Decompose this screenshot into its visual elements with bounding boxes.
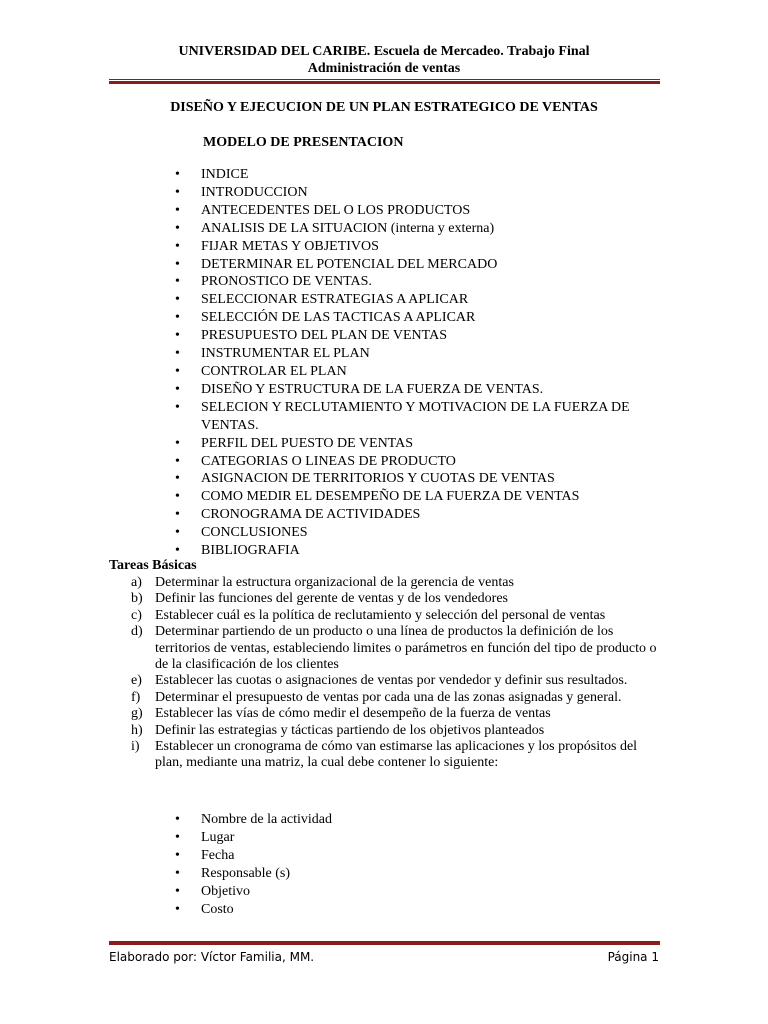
outline-item-text: SELECCIÓN DE LAS TACTICAS A APLICAR: [201, 310, 476, 326]
outline-item: [175, 345, 661, 363]
schedule-field-item-text: Responsable (s): [201, 865, 291, 881]
outline-item: [175, 273, 661, 291]
outline-item: [175, 542, 661, 560]
bullet-icon: •: [175, 220, 180, 236]
task-text: Establecer un cronograma de cómo van estimarse las aplicaciones y los propósitos del plan, mediante una matriz, la cual debe contener lo siguiente:: [155, 739, 638, 771]
outline-item: [175, 488, 661, 506]
outline-item-text: SELECCIONAR ESTRATEGIAS A APLICAR: [201, 292, 469, 308]
task-marker: i): [131, 739, 140, 755]
outline-item: [175, 506, 661, 524]
document-title: DISEÑO Y EJECUCION DE UN PLAN ESTRATEGICO DE VENTAS: [170, 100, 598, 115]
bullet-icon: •: [175, 310, 180, 326]
footer-author: Elaborado por: Víctor Familia, MM.: [109, 950, 315, 964]
bullet-icon: •: [175, 202, 180, 218]
schedule-field-item-text: Fecha: [201, 847, 235, 863]
outline-item-text: ASIGNACION DE TERRITORIOS Y CUOTAS DE VENTAS: [201, 471, 555, 487]
bullet-icon: •: [175, 812, 180, 827]
document-subtitle: MODELO DE PRESENTACION: [203, 135, 404, 150]
outline-item-text: INTRODUCCION: [201, 184, 308, 200]
bullet-icon: •: [175, 184, 180, 200]
task-text: Definir las funciones del gerente de ventas y de los vendedores: [155, 591, 508, 607]
schedule-field-item: [175, 865, 332, 883]
bullet-icon: •: [175, 847, 180, 863]
outline-item: [175, 470, 661, 488]
outline-item-text: DISEÑO Y ESTRUCTURA DE LA FUERZA DE VENTAS.: [201, 381, 544, 397]
footer-page-number: Página 1: [607, 950, 659, 964]
bullet-icon: •: [175, 292, 180, 308]
outline-item-text: INSTRUMENTAR EL PLAN: [201, 346, 370, 362]
bullet-icon: •: [175, 435, 180, 451]
task-item: [131, 575, 665, 591]
outline-item-text: COMO MEDIR EL DESEMPEÑO DE LA FUERZA DE VENTAS: [201, 489, 580, 505]
outline-item-text: CRONOGRAMA DE ACTIVIDADES: [201, 507, 421, 523]
outline-item: [175, 524, 661, 542]
schedule-field-item: [175, 847, 332, 865]
bullet-icon: •: [175, 489, 180, 505]
footer-rule: [109, 940, 660, 945]
task-marker: f): [131, 689, 141, 705]
outline-item: [175, 381, 661, 399]
task-text: Establecer las vías de cómo medir el desempeño de la fuerza de ventas: [155, 706, 551, 722]
task-item: [131, 723, 665, 739]
bullet-icon: •: [175, 363, 180, 379]
task-text: Determinar la estructura organizacional de la gerencia de ventas: [155, 575, 514, 590]
task-marker: a): [131, 575, 142, 590]
bullet-icon: •: [175, 525, 180, 541]
outline-item: [175, 309, 661, 327]
schedule-field-item-text: Costo: [201, 901, 234, 917]
bullet-icon: •: [175, 901, 180, 917]
outline-item: [175, 327, 661, 345]
task-text: Definir las estrategias y tácticas partiendo de los objetivos planteados: [155, 722, 545, 738]
outline-item: [175, 202, 661, 220]
bullet-icon: •: [175, 381, 180, 397]
schedule-field-item-text: Objetivo: [201, 883, 250, 899]
task-marker: c): [131, 607, 142, 623]
task-marker: d): [131, 624, 143, 640]
outline-item-text: CATEGORIAS O LINEAS DE PRODUCTO: [201, 453, 456, 469]
outline-item-text: CONTROLAR EL PLAN: [201, 363, 347, 379]
task-marker: h): [131, 722, 143, 738]
outline-item-text: ANTECEDENTES DEL O LOS PRODUCTOS: [201, 202, 471, 218]
schedule-field-item: [175, 883, 332, 901]
page-header: [0, 43, 768, 77]
outline-item-text: FIJAR METAS Y OBJETIVOS: [201, 238, 379, 254]
basic-tasks-list: [131, 575, 665, 772]
bullet-icon: •: [175, 883, 180, 899]
task-item: [131, 591, 665, 607]
tasks-heading: Tareas Básicas: [109, 558, 197, 573]
outline-item-text: PRONOSTICO DE VENTAS.: [201, 274, 372, 290]
outline-item: [175, 238, 661, 256]
schedule-field-item: [175, 829, 332, 847]
outline-item-text: SELECION Y RECLUTAMIENTO Y MOTIVACION DE LA FUERZA DE VENTAS.: [201, 399, 630, 433]
bullet-icon: •: [175, 238, 180, 254]
bullet-icon: •: [175, 543, 180, 559]
schedule-field-item-text: Lugar: [201, 829, 235, 845]
outline-item-text: BIBLIOGRAFIA: [201, 543, 300, 559]
task-text: Establecer cuál es la política de reclutamiento y selección del personal de ventas: [155, 607, 606, 623]
outline-item: [175, 363, 661, 381]
outline-item: [175, 435, 661, 453]
outline-item-text: PRESUPUESTO DEL PLAN DE VENTAS: [201, 328, 447, 344]
presentation-outline-list: [175, 166, 661, 560]
task-text: Determinar partiendo de un producto o una línea de productos la definición de los territorios de ventas, estableciendo limites o parámetros en función del tipo de producto o de la clasificación de los clientes: [155, 624, 657, 673]
outline-item-text: INDICE: [201, 167, 249, 182]
bullet-icon: •: [175, 865, 180, 881]
outline-item: [175, 220, 661, 238]
task-marker: b): [131, 591, 143, 607]
bullet-icon: •: [175, 829, 180, 845]
task-item: [131, 624, 665, 673]
header-rule: [109, 79, 660, 84]
task-item: [131, 673, 665, 689]
bullet-icon: •: [175, 399, 180, 415]
outline-item: [175, 166, 661, 184]
bullet-icon: •: [175, 328, 180, 344]
outline-item-text: ANALISIS DE LA SITUACION (interna y externa): [201, 220, 495, 236]
outline-item: [175, 256, 661, 274]
task-item: [131, 706, 665, 722]
schedule-fields-list: [175, 811, 332, 918]
task-item: [131, 690, 665, 706]
task-marker: e): [131, 673, 142, 689]
outline-item-text: DETERMINAR EL POTENCIAL DEL MERCADO: [201, 256, 498, 272]
bullet-icon: •: [175, 471, 180, 487]
bullet-icon: •: [175, 453, 180, 469]
outline-item-text: PERFIL DEL PUESTO DE VENTAS: [201, 435, 414, 451]
header-line-1: UNIVERSIDAD DEL CARIBE. Escuela de Mercadeo. Trabajo Final: [178, 44, 590, 59]
schedule-field-item: [175, 901, 332, 919]
task-item: [131, 739, 665, 772]
outline-item: [175, 453, 661, 471]
task-text: Determinar el presupuesto de ventas por cada una de las zonas asignadas y general.: [155, 689, 622, 705]
bullet-icon: •: [175, 256, 180, 272]
bullet-icon: •: [175, 346, 180, 362]
outline-item: [175, 291, 661, 309]
outline-item-text: CONCLUSIONES: [201, 525, 308, 541]
task-marker: g): [131, 706, 143, 722]
bullet-icon: •: [175, 167, 180, 182]
bullet-icon: •: [175, 274, 180, 290]
task-item: [131, 608, 665, 624]
schedule-field-item: [175, 811, 332, 829]
header-line-2: Administración de ventas: [307, 61, 461, 76]
outline-item: [175, 184, 661, 202]
outline-item: [175, 399, 661, 435]
schedule-field-item-text: Nombre de la actividad: [201, 812, 333, 827]
bullet-icon: •: [175, 507, 180, 523]
task-text: Establecer las cuotas o asignaciones de ventas por vendedor y definir sus resultados.: [155, 673, 628, 689]
